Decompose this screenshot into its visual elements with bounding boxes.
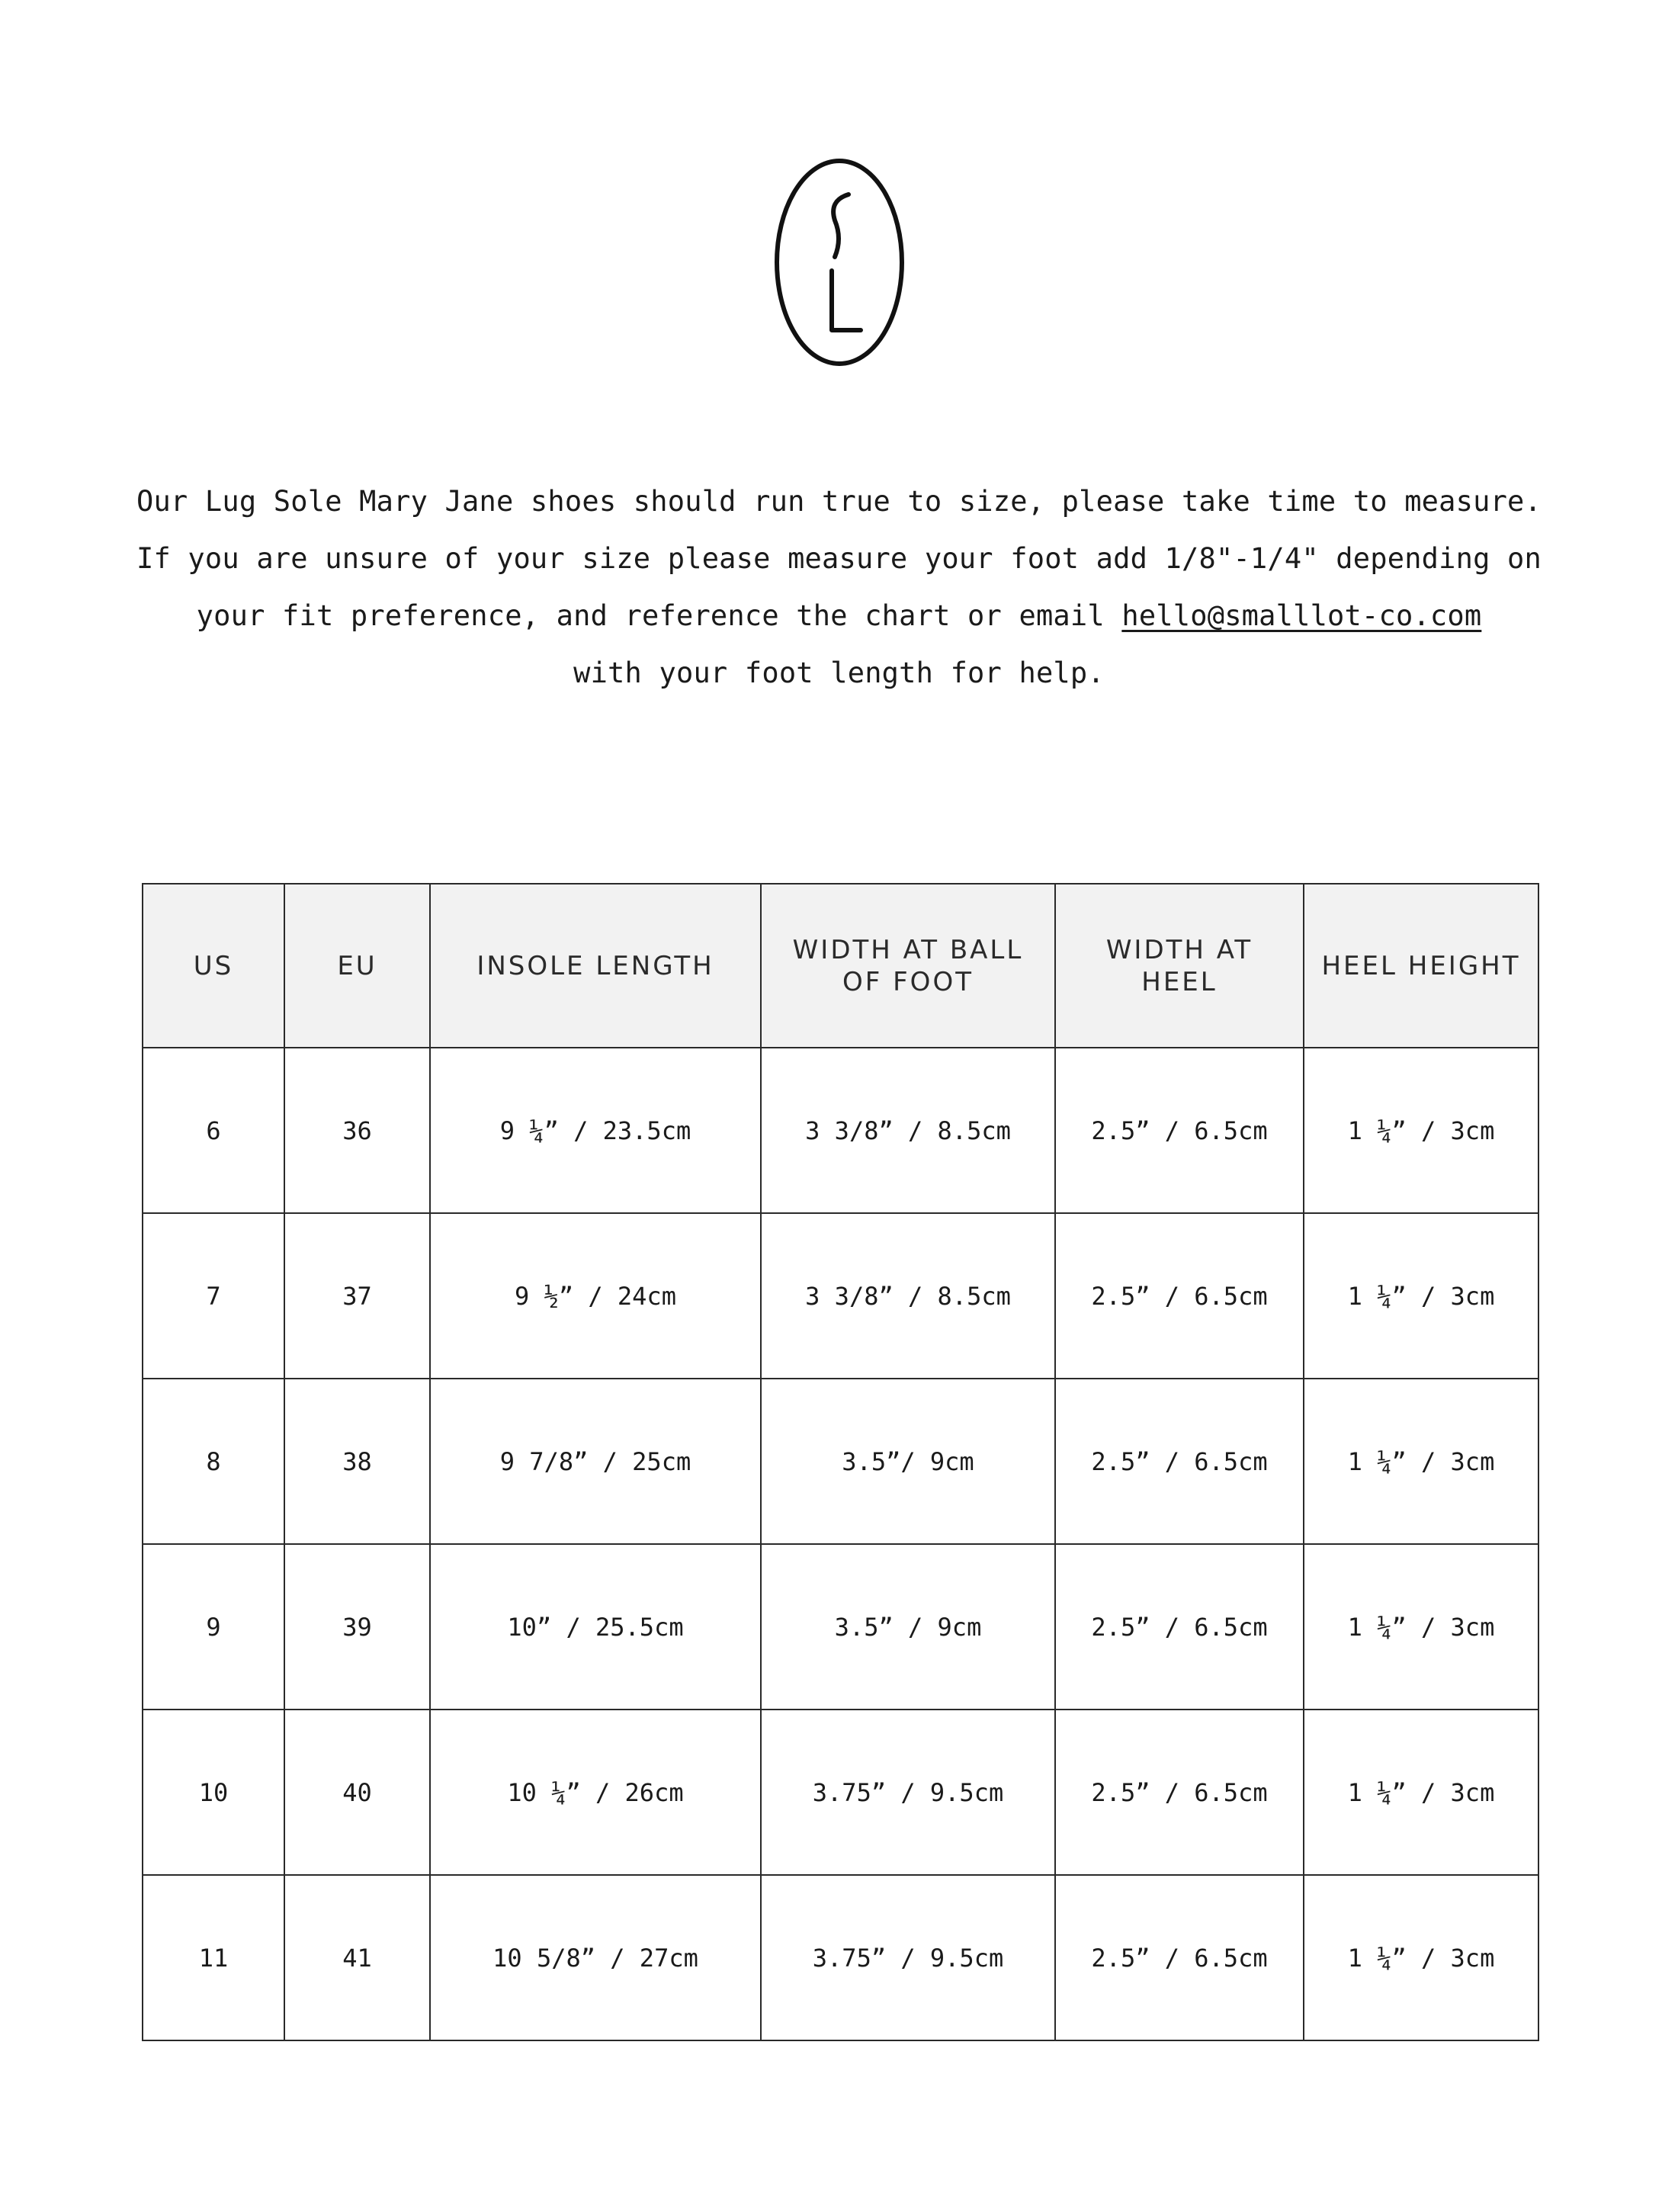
cell-insole-length: 10” / 25.5cm [430, 1544, 761, 1710]
email-link[interactable]: hello@smalllot-co.com [1121, 599, 1482, 632]
cell-heel-height: 1 ¼” / 3cm [1304, 1544, 1538, 1710]
table-row [143, 1544, 1538, 1710]
cell-width-heel: 2.5” / 6.5cm [1055, 1544, 1304, 1710]
header-eu: EU [284, 884, 430, 1048]
cell-us: 10 [143, 1710, 284, 1875]
header-heel-height: HEEL HEIGHT [1304, 884, 1538, 1048]
cell-eu: 38 [284, 1379, 430, 1544]
cell-eu: 41 [284, 1875, 430, 2040]
size-chart-table [142, 883, 1539, 2041]
cell-width-ball: 3 3/8” / 8.5cm [761, 1213, 1055, 1379]
cell-insole-length: 10 5/8” / 27cm [430, 1875, 761, 2040]
cell-width-heel: 2.5” / 6.5cm [1055, 1048, 1304, 1213]
cell-heel-height: 1 ¼” / 3cm [1304, 1379, 1538, 1544]
cell-width-ball: 3.5” / 9cm [761, 1544, 1055, 1710]
cell-us: 9 [143, 1544, 284, 1710]
cell-eu: 40 [284, 1710, 430, 1875]
cell-width-ball: 3.5”/ 9cm [761, 1379, 1055, 1544]
cell-eu: 37 [284, 1213, 430, 1379]
cell-us: 7 [143, 1213, 284, 1379]
cell-width-heel: 2.5” / 6.5cm [1055, 1213, 1304, 1379]
cell-width-ball: 3 3/8” / 8.5cm [761, 1048, 1055, 1213]
header-width-heel: WIDTH AT HEEL [1055, 884, 1304, 1048]
cell-us: 8 [143, 1379, 284, 1544]
intro-line-1: Our Lug Sole Mary Jane shoes should run true to size, please take time to measure. [136, 485, 1542, 518]
sl-monogram-icon [772, 156, 906, 368]
cell-width-heel: 2.5” / 6.5cm [1055, 1379, 1304, 1544]
brand-logo [772, 156, 906, 368]
cell-heel-height: 1 ¼” / 3cm [1304, 1710, 1538, 1875]
cell-width-ball: 3.75” / 9.5cm [761, 1875, 1055, 2040]
cell-heel-height: 1 ¼” / 3cm [1304, 1048, 1538, 1213]
table-row [143, 1710, 1538, 1875]
intro-line-3-text: your fit preference, and reference the chart or email [196, 599, 1122, 632]
table-row [143, 1048, 1538, 1213]
header-us: US [143, 884, 284, 1048]
cell-insole-length: 9 ½” / 24cm [430, 1213, 761, 1379]
header-insole-length: INSOLE LENGTH [430, 884, 761, 1048]
header-width-ball: WIDTH AT BALL OF FOOT [761, 884, 1055, 1048]
cell-width-heel: 2.5” / 6.5cm [1055, 1710, 1304, 1875]
sizing-intro [0, 473, 1678, 701]
cell-heel-height: 1 ¼” / 3cm [1304, 1213, 1538, 1379]
header-row [143, 884, 1538, 1048]
cell-width-ball: 3.75” / 9.5cm [761, 1710, 1055, 1875]
cell-eu: 39 [284, 1544, 430, 1710]
cell-insole-length: 10 ¼” / 26cm [430, 1710, 761, 1875]
cell-us: 11 [143, 1875, 284, 2040]
intro-line-3 [0, 587, 1678, 644]
table-row [143, 1875, 1538, 2040]
cell-eu: 36 [284, 1048, 430, 1213]
cell-width-heel: 2.5” / 6.5cm [1055, 1875, 1304, 2040]
intro-line-2: If you are unsure of your size please measure your foot add 1/8"-1/4" depending on [136, 542, 1542, 575]
cell-us: 6 [143, 1048, 284, 1213]
cell-insole-length: 9 7/8” / 25cm [430, 1379, 761, 1544]
intro-line-4: with your foot length for help. [573, 657, 1105, 689]
cell-insole-length: 9 ¼” / 23.5cm [430, 1048, 761, 1213]
cell-heel-height: 1 ¼” / 3cm [1304, 1875, 1538, 2040]
table-row [143, 1213, 1538, 1379]
table-row [143, 1379, 1538, 1544]
